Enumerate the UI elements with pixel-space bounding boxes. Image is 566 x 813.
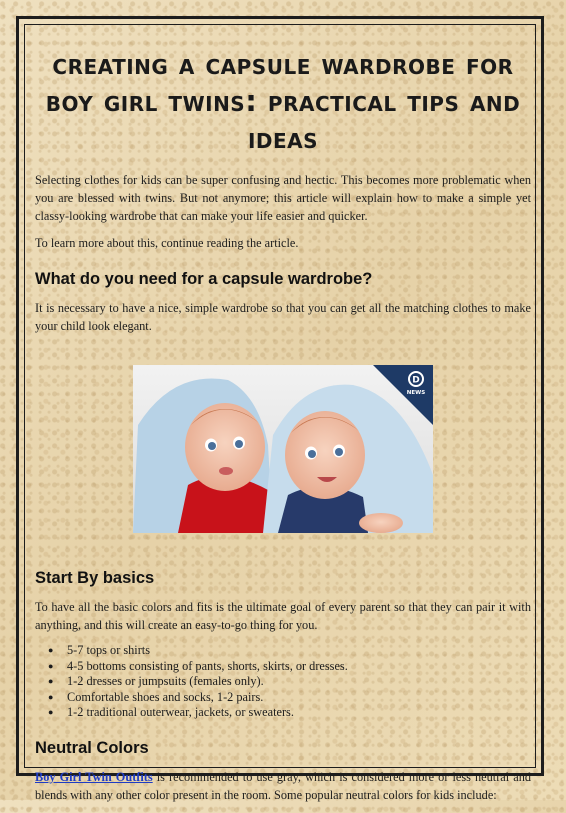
article (35, 46, 531, 813)
basics-list (35, 643, 531, 721)
list-item: ● Comfortable shoes and socks, 1-2 pairs. (67, 690, 531, 706)
intro-paragraph-1: Selecting clothes for kids can be super confusing and hectic. This becomes more problematic when you are blessed with twins. But not anymore; this article will explain how to make a simple yet classy-looking wardrobe that can make your life easier and quicker. (35, 173, 531, 223)
list-item: ● 1-2 traditional outerwear, jackets, or sweaters. (67, 705, 531, 721)
section-heading-capsule: What do you need for a capsule wardrobe? (35, 270, 373, 288)
list-item: ● 4-5 bottoms consisting of pants, shorts, skirts, or dresses. (67, 659, 531, 675)
news-logo-text: NEWS (406, 390, 426, 396)
section-basics-paragraph: To have all the basic colors and fits is the ultimate goal of every parent so that they can pair it with anything, and this will create an easy-to-go thing for you. (35, 600, 531, 632)
twins-photo (133, 365, 433, 533)
page-title: creating a capsule wardrobe for boy girl twins: practical tips and ideas (45, 47, 521, 155)
neutral-paragraph-text: is recommended to use gray, which is considered more or less neutral and blends with any other color present in the room. Some popular neutral colors for kids include: (35, 769, 531, 802)
svg-text:D: D (412, 375, 420, 386)
list-item: ● 5-7 tops or shirts (67, 643, 531, 659)
list-item: ● 1-2 dresses or jumpsuits (females only). (67, 674, 531, 690)
twins-photo-illustration (133, 365, 433, 533)
intro-paragraph-2: To learn more about this, continue reading the article. (35, 236, 299, 250)
boy-girl-twin-outfits-link[interactable]: Boy Girl Twin Outfits (35, 769, 153, 784)
section-heading-basics: Start By basics (35, 569, 155, 587)
section-neutral-paragraph (35, 768, 531, 804)
section-heading-neutral: Neutral Colors (35, 738, 149, 757)
section-capsule-paragraph: It is necessary to have a nice, simple wardrobe so that you can get all the matching clothes to make your child look elegant. (35, 301, 531, 333)
